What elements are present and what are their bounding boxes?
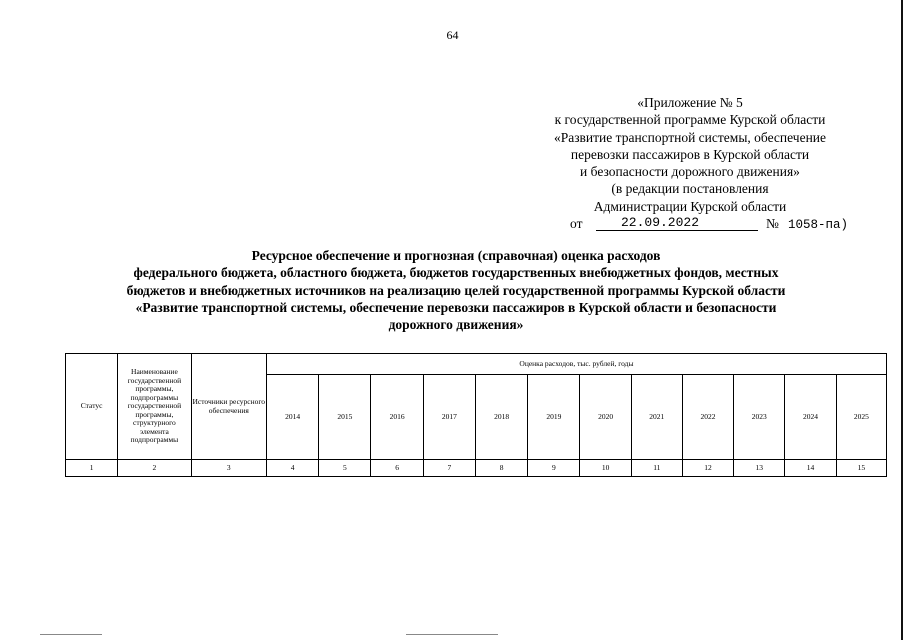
- resolution-date: 22.09.2022: [621, 215, 700, 231]
- year-cell: 2019: [528, 375, 580, 460]
- appendix-line: «Приложение № 5: [637, 95, 743, 110]
- column-number: 7: [423, 460, 475, 477]
- year-cell: 2024: [785, 375, 836, 460]
- year-cell: 2017: [423, 375, 475, 460]
- column-number: 12: [682, 460, 733, 477]
- year-cell: 2018: [475, 375, 527, 460]
- column-number: 10: [580, 460, 631, 477]
- resolution-date-line: [520, 215, 860, 232]
- appendix-line: перевозки пассажиров в Курской области: [570, 146, 810, 162]
- year-cell: 2020: [580, 375, 631, 460]
- year-cell: 2021: [631, 375, 682, 460]
- column-number: 9: [528, 460, 580, 477]
- resolution-number: 1058-па): [788, 218, 849, 233]
- appendix-line: «Развитие транспортной системы, обеспечение: [553, 129, 827, 145]
- year-cell: 2015: [319, 375, 371, 460]
- page-edge-line: [901, 0, 903, 640]
- title-line: федерального бюджета, областного бюджета, бюджетов государственных внебюджетных фондов, местных: [133, 265, 779, 281]
- appendix-block: [520, 94, 860, 232]
- appendix-line: Администрации Курской области: [593, 198, 787, 214]
- column-number: 1: [66, 460, 118, 477]
- year-cell: 2023: [734, 375, 785, 460]
- column-number: 2: [118, 460, 191, 477]
- column-number-row: [66, 460, 887, 477]
- header-sources: Источники ресурсного обеспечения: [191, 354, 266, 460]
- appendix-line: к государственной программе Курской области: [554, 112, 826, 128]
- title-line: бюджетов и внебюджетных источников на реализацию целей государственной программы Курской области: [126, 282, 786, 298]
- scan-artifact: [406, 634, 498, 635]
- title-line: дорожного движения»: [388, 317, 524, 333]
- year-cell: 2016: [371, 375, 423, 460]
- year-cell: 2025: [836, 375, 886, 460]
- column-number: 5: [319, 460, 371, 477]
- appendix-line: (в редакции постановления: [611, 181, 769, 197]
- number-prefix: №: [766, 216, 779, 232]
- column-number: 3: [191, 460, 266, 477]
- column-number: 14: [785, 460, 836, 477]
- column-number: 15: [836, 460, 886, 477]
- year-cell: 2022: [682, 375, 733, 460]
- column-number: 4: [266, 460, 318, 477]
- header-status: Статус: [66, 354, 118, 460]
- document-title: [60, 247, 852, 333]
- title-line: Ресурсное обеспечение и прогнозная (справочная) оценка расходов: [251, 248, 661, 263]
- header-estimate: Оценка расходов, тыс. рублей, годы: [266, 354, 886, 375]
- year-cell: 2014: [266, 375, 318, 460]
- column-number: 8: [475, 460, 527, 477]
- resource-table: [65, 353, 887, 477]
- page-number: 64: [446, 28, 459, 42]
- column-number: 13: [734, 460, 785, 477]
- column-number: 6: [371, 460, 423, 477]
- title-line: «Развитие транспортной системы, обеспечение перевозки пассажиров в Курской области и безопасности: [135, 299, 777, 315]
- column-number: 11: [631, 460, 682, 477]
- appendix-line: и безопасности дорожного движения»: [580, 164, 800, 180]
- header-name: Наименование государственной программы, подпрограммы государственной программы, структурного элемента подпрограммы: [118, 354, 191, 460]
- scan-artifact: [40, 634, 102, 635]
- date-prefix: от: [570, 216, 583, 232]
